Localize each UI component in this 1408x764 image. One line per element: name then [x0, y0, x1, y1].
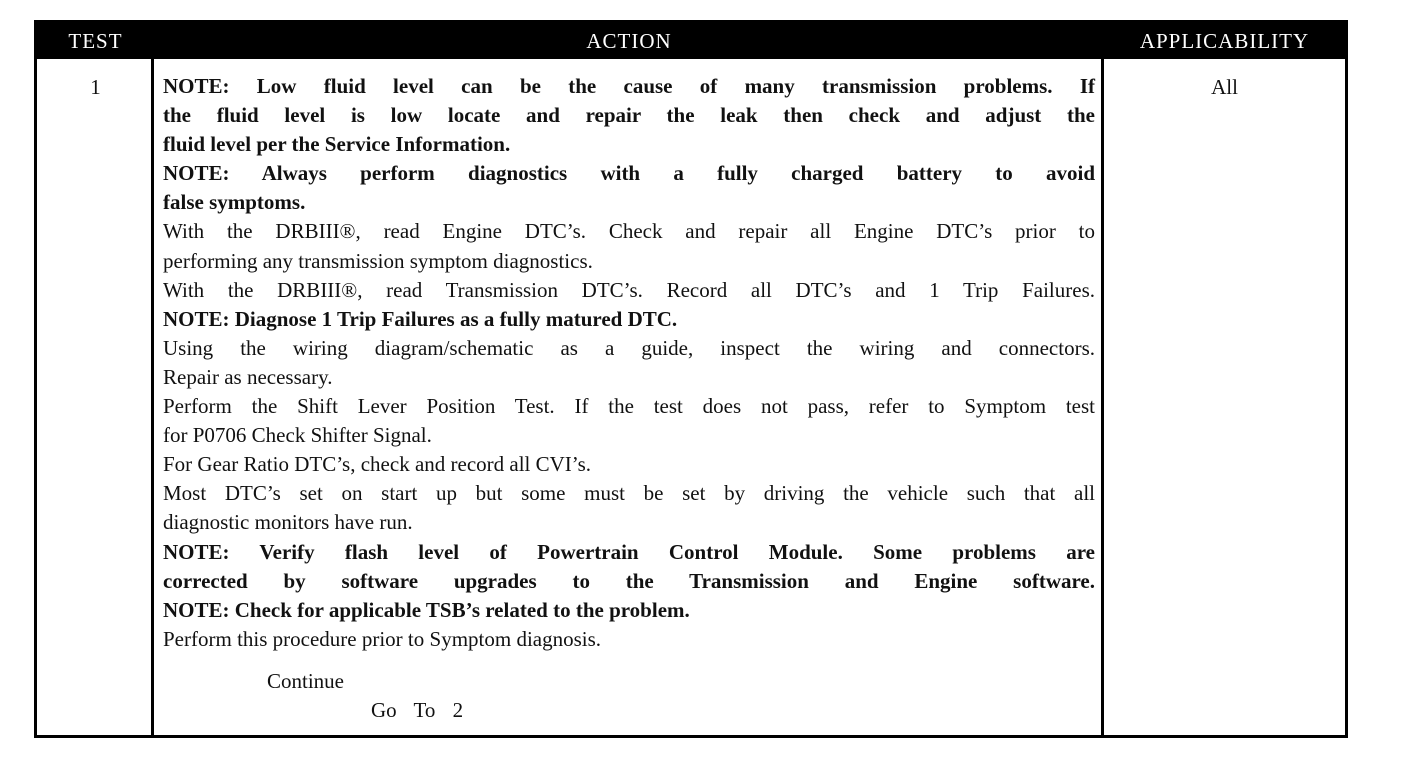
note-line: NOTE: Check for applicable TSB’s related to the problem. [163, 597, 690, 622]
table-header [37, 23, 1345, 59]
test-number: 1 [90, 75, 101, 99]
instruction-line: Perform this procedure prior to Symptom diagnosis. [163, 626, 602, 651]
instruction-line: Repair as necessary. [163, 364, 333, 389]
header-test: TEST [68, 29, 123, 53]
action-text [163, 72, 1095, 654]
instruction-line: for P0706 Check Shifter Signal. [163, 423, 432, 448]
note-line: the fluid level is low locate and repair the leak then check and adjust the [163, 103, 1095, 128]
instruction-line: diagnostic monitors have run. [163, 510, 413, 535]
instruction-line: For Gear Ratio DTC’s, check and record all CVI’s. [163, 452, 592, 477]
instruction-line: With the DRBIII®, read Transmission DTC’s. Record all DTC’s and 1 Trip Failures. [163, 277, 1095, 302]
instruction-line: Using the wiring diagram/schematic as a guide, inspect the wiring and connectors. [163, 335, 1095, 360]
continue-label: Continue [267, 669, 344, 693]
header-action: ACTION [586, 29, 672, 53]
column-divider [151, 59, 154, 735]
instruction-line: With the DRBIII®, read Engine DTC’s. Check and repair all Engine DTC’s prior to [163, 219, 1095, 244]
instruction-line: Perform the Shift Lever Position Test. If the test does not pass, refer to Symptom test [163, 394, 1095, 419]
note-line: false symptoms. [163, 190, 306, 215]
diagnostic-table [34, 20, 1348, 738]
note-line: corrected by software upgrades to the Transmission and Engine software. [163, 568, 1095, 593]
column-divider [1101, 59, 1104, 735]
instruction-line: Most DTC’s set on start up but some must be set by driving the vehicle such that all [163, 481, 1095, 506]
header-applicability: APPLICABILITY [1139, 29, 1310, 53]
note-line: NOTE: Verify flash level of Powertrain Control Module. Some problems are [163, 539, 1095, 564]
note-line: NOTE: Diagnose 1 Trip Failures as a fully matured DTC. [163, 306, 678, 331]
goto-label: Go To 2 [371, 698, 464, 722]
applicability-value: All [1211, 75, 1238, 99]
note-line: NOTE: Low fluid level can be the cause of many transmission problems. If [163, 74, 1095, 98]
note-line: fluid level per the Service Information. [163, 132, 511, 157]
instruction-line: performing any transmission symptom diagnostics. [163, 248, 593, 273]
note-line: NOTE: Always perform diagnostics with a fully charged battery to avoid [163, 161, 1095, 186]
